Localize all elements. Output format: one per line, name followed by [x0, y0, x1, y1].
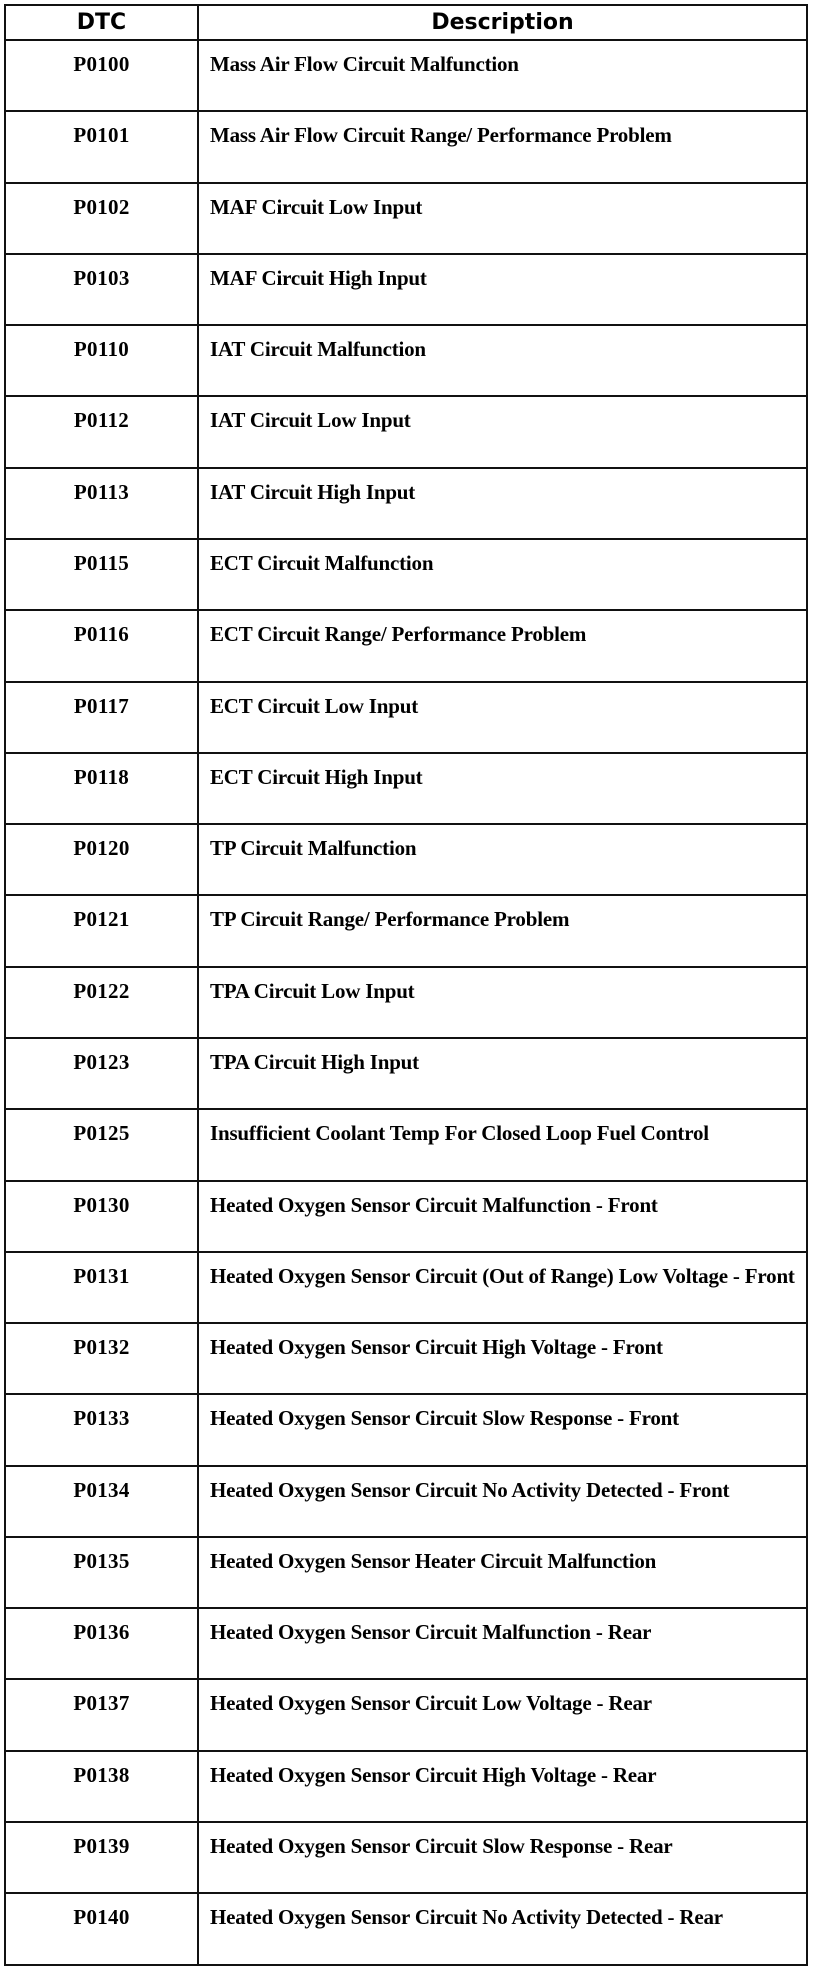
dtc-code-cell: P0139 — [5, 1822, 198, 1893]
dtc-code-cell: P0103 — [5, 254, 198, 325]
dtc-description-cell: Heated Oxygen Sensor Circuit (Out of Range) Low Voltage - Front — [198, 1252, 807, 1323]
table-row — [5, 1537, 807, 1608]
table-row — [5, 895, 807, 966]
table-row — [5, 325, 807, 396]
table-row — [5, 40, 807, 111]
table-row — [5, 539, 807, 610]
dtc-description-cell: ECT Circuit Range/ Performance Problem — [198, 610, 807, 681]
dtc-description-cell: TP Circuit Malfunction — [198, 824, 807, 895]
table-row — [5, 967, 807, 1038]
table-row — [5, 1608, 807, 1679]
table-row — [5, 1038, 807, 1109]
table-row — [5, 1466, 807, 1537]
table-row — [5, 1893, 807, 1965]
dtc-table — [4, 4, 808, 1966]
dtc-description-cell: IAT Circuit High Input — [198, 468, 807, 539]
dtc-description-cell: Heated Oxygen Sensor Heater Circuit Malfunction — [198, 1537, 807, 1608]
dtc-description-cell: ECT Circuit High Input — [198, 753, 807, 824]
dtc-code-cell: P0136 — [5, 1608, 198, 1679]
dtc-description-cell: Mass Air Flow Circuit Range/ Performance Problem — [198, 111, 807, 182]
dtc-code-cell: P0125 — [5, 1109, 198, 1180]
dtc-code-cell: P0137 — [5, 1679, 198, 1750]
dtc-description-cell: Insufficient Coolant Temp For Closed Loop Fuel Control — [198, 1109, 807, 1180]
table-row — [5, 1109, 807, 1180]
dtc-description-cell: Heated Oxygen Sensor Circuit High Voltage - Front — [198, 1323, 807, 1394]
table-row — [5, 254, 807, 325]
dtc-code-cell: P0113 — [5, 468, 198, 539]
dtc-description-cell: TP Circuit Range/ Performance Problem — [198, 895, 807, 966]
table-body — [5, 40, 807, 1965]
table-row — [5, 1822, 807, 1893]
table-row — [5, 1252, 807, 1323]
header-description: Description — [198, 5, 807, 40]
table-row — [5, 1394, 807, 1465]
dtc-description-cell: Heated Oxygen Sensor Circuit No Activity Detected - Front — [198, 1466, 807, 1537]
dtc-code-cell: P0133 — [5, 1394, 198, 1465]
dtc-code-cell: P0122 — [5, 967, 198, 1038]
dtc-table-container — [4, 4, 806, 1966]
table-row — [5, 753, 807, 824]
dtc-description-cell: IAT Circuit Low Input — [198, 396, 807, 467]
table-row — [5, 111, 807, 182]
dtc-code-cell: P0115 — [5, 539, 198, 610]
dtc-description-cell: Mass Air Flow Circuit Malfunction — [198, 40, 807, 111]
table-row — [5, 610, 807, 681]
dtc-code-cell: P0118 — [5, 753, 198, 824]
dtc-description-cell: Heated Oxygen Sensor Circuit Low Voltage - Rear — [198, 1679, 807, 1750]
table-row — [5, 1323, 807, 1394]
dtc-code-cell: P0120 — [5, 824, 198, 895]
table-row — [5, 824, 807, 895]
table-row — [5, 1181, 807, 1252]
dtc-description-cell: ECT Circuit Low Input — [198, 682, 807, 753]
dtc-description-cell: Heated Oxygen Sensor Circuit No Activity Detected - Rear — [198, 1893, 807, 1965]
dtc-description-cell: Heated Oxygen Sensor Circuit Malfunction - Rear — [198, 1608, 807, 1679]
dtc-code-cell: P0116 — [5, 610, 198, 681]
dtc-code-cell: P0130 — [5, 1181, 198, 1252]
table-row — [5, 1679, 807, 1750]
dtc-description-cell: Heated Oxygen Sensor Circuit Slow Response - Front — [198, 1394, 807, 1465]
dtc-code-cell: P0131 — [5, 1252, 198, 1323]
table-row — [5, 183, 807, 254]
header-dtc: DTC — [5, 5, 198, 40]
dtc-code-cell: P0102 — [5, 183, 198, 254]
dtc-code-cell: P0112 — [5, 396, 198, 467]
dtc-description-cell: ECT Circuit Malfunction — [198, 539, 807, 610]
dtc-code-cell: P0140 — [5, 1893, 198, 1965]
dtc-code-cell: P0100 — [5, 40, 198, 111]
dtc-code-cell: P0101 — [5, 111, 198, 182]
table-header-row — [5, 5, 807, 40]
table-row — [5, 396, 807, 467]
dtc-description-cell: TPA Circuit High Input — [198, 1038, 807, 1109]
dtc-code-cell: P0123 — [5, 1038, 198, 1109]
dtc-description-cell: TPA Circuit Low Input — [198, 967, 807, 1038]
dtc-code-cell: P0138 — [5, 1751, 198, 1822]
dtc-description-cell: IAT Circuit Malfunction — [198, 325, 807, 396]
table-row — [5, 682, 807, 753]
dtc-description-cell: Heated Oxygen Sensor Circuit Malfunction - Front — [198, 1181, 807, 1252]
dtc-code-cell: P0117 — [5, 682, 198, 753]
dtc-code-cell: P0132 — [5, 1323, 198, 1394]
dtc-description-cell: Heated Oxygen Sensor Circuit Slow Response - Rear — [198, 1822, 807, 1893]
dtc-description-cell: MAF Circuit High Input — [198, 254, 807, 325]
dtc-code-cell: P0121 — [5, 895, 198, 966]
table-row — [5, 468, 807, 539]
table-row — [5, 1751, 807, 1822]
dtc-code-cell: P0135 — [5, 1537, 198, 1608]
dtc-code-cell: P0134 — [5, 1466, 198, 1537]
dtc-code-cell: P0110 — [5, 325, 198, 396]
dtc-description-cell: Heated Oxygen Sensor Circuit High Voltage - Rear — [198, 1751, 807, 1822]
dtc-description-cell: MAF Circuit Low Input — [198, 183, 807, 254]
